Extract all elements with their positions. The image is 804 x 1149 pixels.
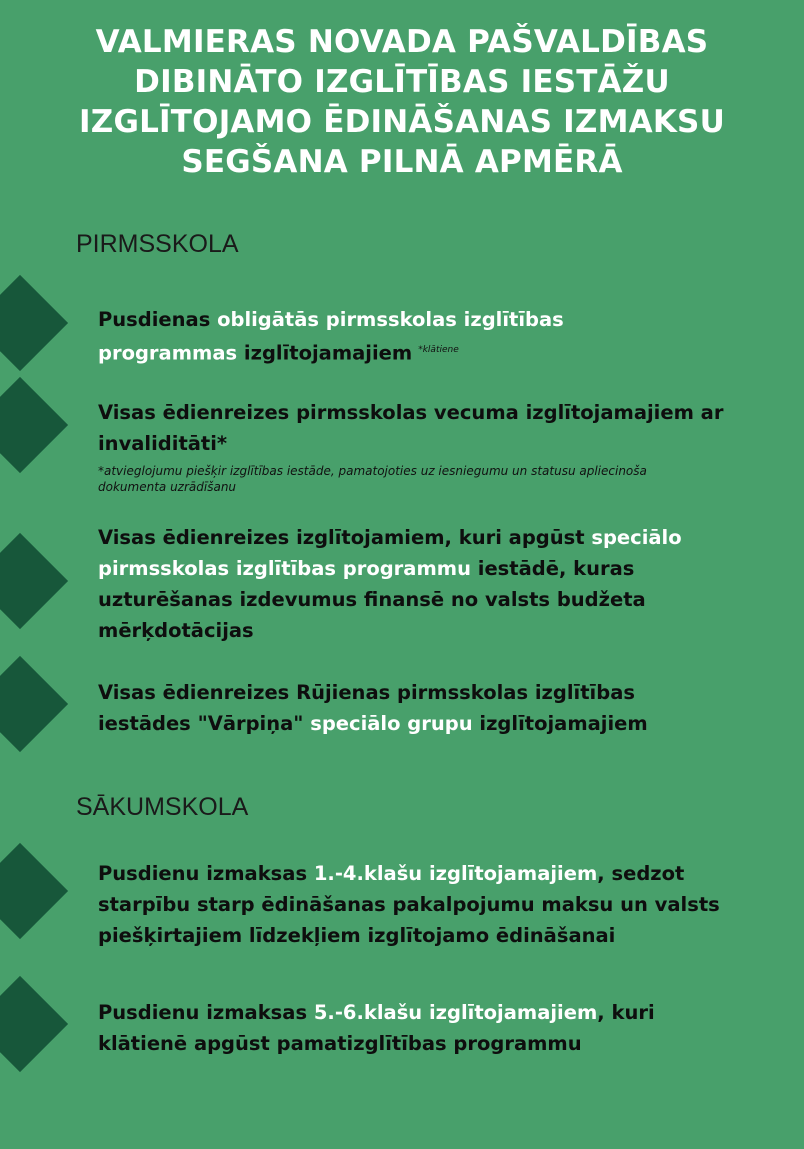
list-item <box>98 397 758 459</box>
list-item <box>98 304 658 369</box>
diamond-bullet <box>0 275 68 371</box>
title-line: VALMIERAS NOVADA PAŠVALDĪBAS <box>95 24 709 60</box>
item-highlight: speciālo pirmsskolas izglītības programmu <box>98 526 682 580</box>
item-text: izglītojamajiem <box>243 341 413 365</box>
item-text: izglītojamajiem <box>472 712 648 735</box>
item-text: Pusdienu izmaksas <box>98 1001 314 1024</box>
title-line: IZGLĪTOJAMO ĒDINĀŠANAS IZMAKSU <box>79 104 725 140</box>
item-text: , kuri klātienē apgūst pamatizglītības programmu <box>98 1001 655 1055</box>
item-text: , sedzot starpību starp ēdināšanas pakalpojumu maksu un valsts piešķirtajiem līdzekļiem izglītojamo ēdināšanai <box>98 862 720 947</box>
item-text: Visas ēdienreizes Rūjienas pirmsskolas izglītības iestādes "Vārpiņa" <box>98 681 635 735</box>
item-text: Visas ēdienreizes izglītojamiem, kuri apgūst <box>98 526 592 549</box>
list-item <box>98 997 718 1059</box>
item-text: Pusdienu izmaksas <box>98 862 314 885</box>
item-text: iestādē, kuras uzturēšanas izdevumus finansē no valsts budžeta mērķdotācijas <box>98 557 646 642</box>
list-item <box>98 677 718 739</box>
item-note: *klātiene <box>418 345 459 355</box>
title-line: DIBINĀTO IZGLĪTĪBAS IESTĀŽU <box>134 64 670 100</box>
item-highlight: 5.-6.klašu izglītojamajiem <box>313 1001 598 1024</box>
title-line: SEGŠANA PILNĀ APMĒRĀ <box>181 144 623 180</box>
item-text: Pusdienas <box>98 308 211 331</box>
diamond-bullet <box>0 843 68 939</box>
item-highlight: 1.-4.klašu izglītojamajiem <box>313 862 598 885</box>
diamond-bullet <box>0 656 68 752</box>
section-heading-preschool: PIRMSSKOLA <box>76 230 239 258</box>
diamond-bullet <box>0 533 68 629</box>
item-highlight: obligātās pirmsskolas izglītības programmas <box>98 308 564 365</box>
diamond-bullet <box>0 976 68 1072</box>
list-item <box>98 522 738 646</box>
item-highlight: speciālo grupu <box>310 712 473 735</box>
list-item <box>98 858 758 951</box>
section-heading-primary: SĀKUMSKOLA <box>76 793 249 821</box>
footnote: *atvieglojumu piešķir izglītības iestāde, pamatojoties uz iesniegumu un statusu apliecinoša dokumenta uzrādīšanu <box>98 464 647 494</box>
diamond-bullet <box>0 377 68 473</box>
item-text: Visas ēdienreizes pirmsskolas vecuma izglītojamajiem ar invaliditāti* <box>98 401 724 455</box>
page-title <box>60 22 744 182</box>
